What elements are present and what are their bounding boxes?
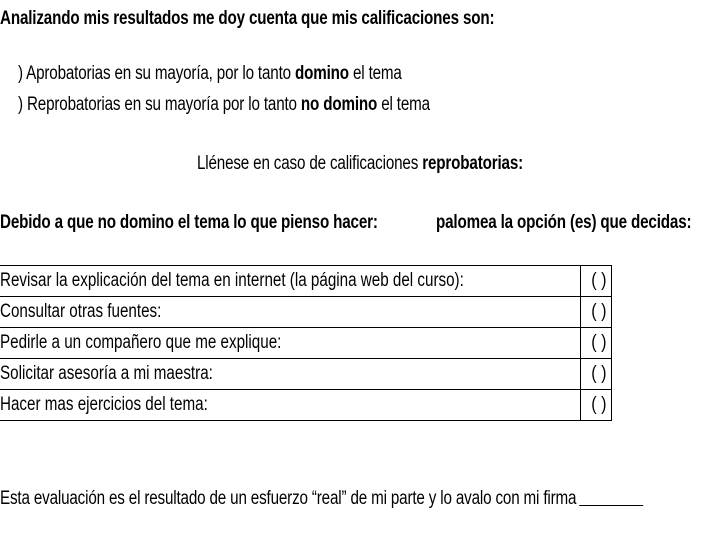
option-failed-bold: no domino <box>300 94 378 115</box>
action-label: Revisar la explicación del tema en internet (la página web del curso): <box>0 266 580 297</box>
option-approved <box>18 63 402 85</box>
fill-note-text: Llénese en caso de calificaciones <box>196 153 423 174</box>
table-row <box>0 297 611 328</box>
option-failed <box>18 94 430 116</box>
action-checkbox[interactable]: ( ) <box>580 297 611 328</box>
plan-left: Debido a que no domino el tema lo que pienso hacer: <box>0 212 378 233</box>
table-row <box>0 328 611 359</box>
action-label: Solicitar asesoría a mi maestra: <box>0 359 580 390</box>
action-checkbox[interactable]: ( ) <box>580 390 611 421</box>
closing-statement <box>0 488 644 510</box>
option-approved-bold: domino <box>295 63 349 84</box>
action-checkbox[interactable]: ( ) <box>580 328 611 359</box>
option-approved-text: ) Aprobatorias en su mayoría, por lo tanto <box>18 63 296 84</box>
action-label: Consultar otras fuentes: <box>0 297 580 328</box>
fill-note <box>197 153 523 175</box>
action-checkbox[interactable]: ( ) <box>580 359 611 390</box>
action-label: Pedirle a un compañero que me explique: <box>0 328 580 359</box>
table-row <box>0 359 611 390</box>
signature-line[interactable] <box>580 505 644 506</box>
table-row <box>0 266 611 297</box>
table-row <box>0 390 611 421</box>
action-checkbox[interactable]: ( ) <box>580 266 611 297</box>
actions-table <box>0 265 612 421</box>
fill-note-bold: reprobatorias: <box>422 153 524 174</box>
option-failed-text: ) Reprobatorias en su mayoría por lo tanto <box>18 94 301 115</box>
heading: Analizando mis resultados me doy cuenta que mis calificaciones son: <box>0 8 495 29</box>
closing-text: Esta evaluación es el resultado de un esfuerzo “real” de mi parte y lo avalo con mi firma <box>0 488 577 509</box>
option-approved-suffix: el tema <box>348 63 402 84</box>
option-failed-suffix: el tema <box>377 94 430 115</box>
plan-right: palomea la opción (es) que decidas: <box>436 212 692 233</box>
action-label: Hacer mas ejercicios del tema: <box>0 390 580 421</box>
